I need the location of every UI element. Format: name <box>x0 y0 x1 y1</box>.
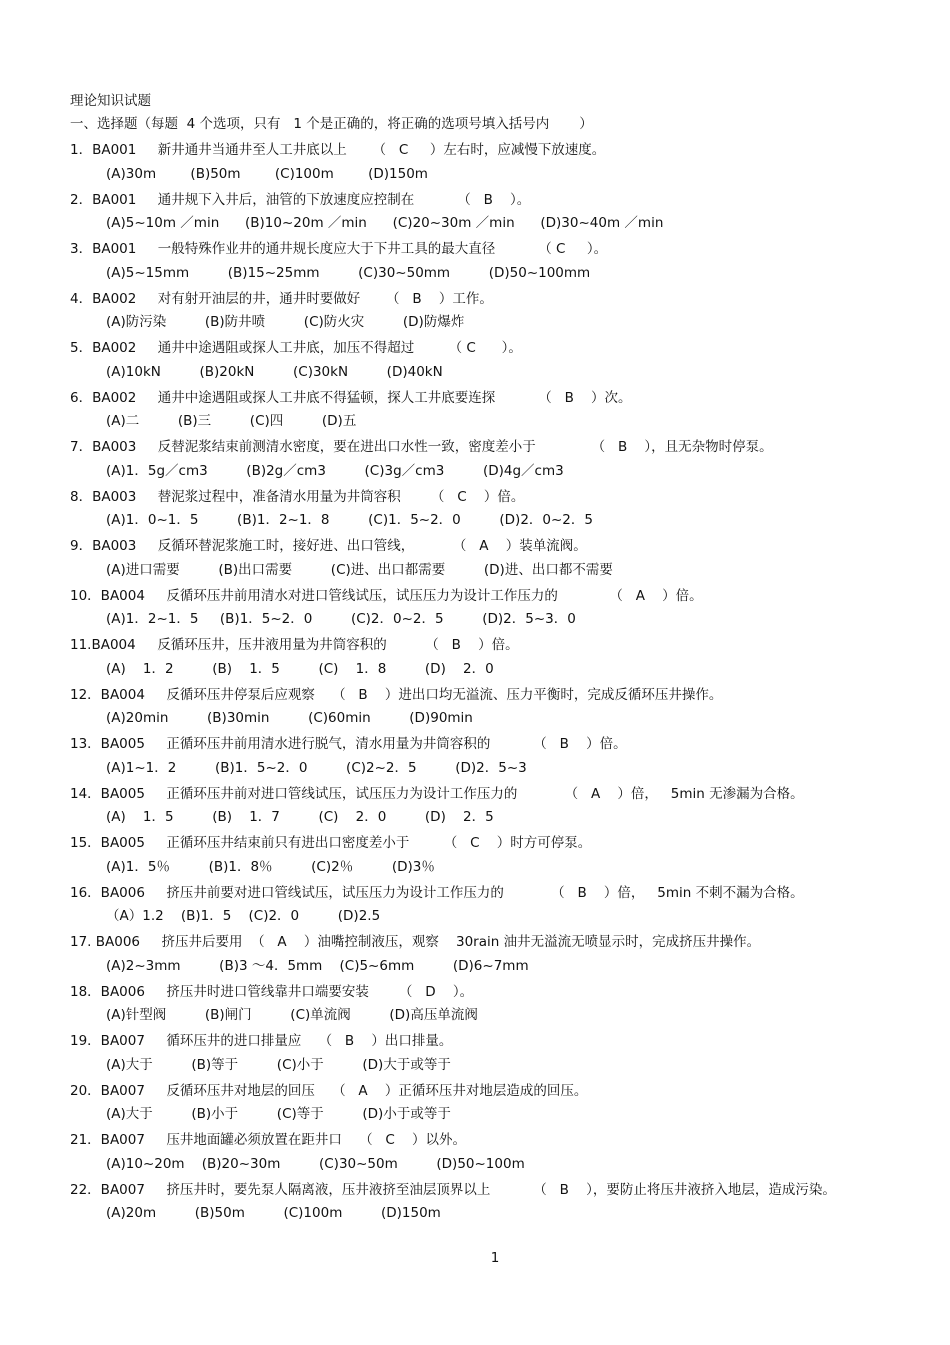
question-item <box>70 1128 910 1178</box>
question-options: (A) 1．2 (B) 1．5 (C) 1．8 (D) 2．0 <box>106 660 494 677</box>
question-item <box>70 980 910 1030</box>
question-item <box>70 534 910 584</box>
question-options: (A)20min (B)30min (C)60min (D)90min <box>106 710 473 726</box>
question-item <box>70 336 910 386</box>
question-item <box>70 1029 910 1079</box>
question-options: (A)30m (B)50m (C)100m (D)150m <box>106 165 428 182</box>
question-item <box>70 584 910 634</box>
question-stem: 18．BA006 挤压井时进口管线靠井口端要安装 （ D ）。 <box>70 983 474 1000</box>
question-stem: 10．BA004 反循环压井前用清水对进口管线试压，试压压力为设计工作压力的 （ A ）倍。 <box>70 587 703 604</box>
question-options: (A)1．0~1．5 (B)1．2~1．8 (C)1．5~2．0 (D)2．0~2．5 <box>106 512 593 528</box>
question-stem: 13．BA005 正循环压井前用清水进行脱气，清水用量为井筒容积的 （ B ）倍。 <box>70 736 627 752</box>
question-options: (A)5~10m ／min (B)10~20m ／min (C)20~30m ／min (D)30~40m ／min <box>106 215 664 231</box>
question-item <box>70 188 910 238</box>
question-stem: 15．BA005 正循环压井结束前只有进出口密度差小于 （ C ）时方可停泵。 <box>70 835 592 851</box>
question-item <box>70 930 910 980</box>
question-item <box>70 435 910 485</box>
question-item <box>70 386 910 436</box>
question-stem: 11.BA004 反循环压井，压井液用量为井筒容积的 （ B ）倍。 <box>70 637 519 653</box>
question-stem: 14．BA005 正循环压井前对进口管线试压，试压压力为设计工作压力的 （ A ）倍， 5min 无渗漏为合格。 <box>70 785 804 802</box>
question-options: (A) 1．5 (B) 1．7 (C) 2．0 (D) 2．5 <box>106 809 494 825</box>
question-options: (A)防污染 (B)防井喷 (C)防火灾 (D)防爆炸 <box>106 314 465 330</box>
question-stem: 4．BA002 对有射开油层的井，通井时要做好 （ B ）工作。 <box>70 290 493 307</box>
question-options: (A)1．5％ (B)1．8％ (C)2％ (D)3％ <box>106 858 435 875</box>
doc-title: 理论知识试题 <box>70 93 151 109</box>
question-stem: 3．BA001 一般特殊作业井的通井规长度应大于下井工具的最大直径 （ C ）。 <box>70 241 608 257</box>
question-stem: 22．BA007 挤压井时，要先泵人隔离液，压井液挤至油层顶界以上 （ B ），要防止将压井液挤入地层，造成污染。 <box>70 1181 836 1198</box>
question-options: (A)大于 (B)等于 (C)小于 (D)大于或等于 <box>106 1056 451 1073</box>
question-item <box>70 485 910 535</box>
question-options: (A)1．2~1．5 (B)1．5~2．0 (C)2．0~2．5 (D)2．5~3．0 <box>106 611 576 627</box>
question-item <box>70 1178 910 1228</box>
question-stem: 16．BA006 挤压井前要对进口管线试压，试压压力为设计工作压力的 （ B ）倍， 5min 不刺不漏为合格。 <box>70 884 804 901</box>
section-instructions: 一、选择题（每题 4 个选项，只有 1 个是正确的，将正确的选项号填入括号内 ） <box>70 116 593 132</box>
question-stem: 5．BA002 通井中途遇阻或探人工井底，加压不得超过 （ C ）。 <box>70 340 522 356</box>
question-stem: 20．BA007 反循环压井对地层的回压 （ A ）正循环压井对地层造成的回压。 <box>70 1082 588 1099</box>
question-options: (A)1．5g／cm3 (B)2g／cm3 (C)3g／cm3 (D)4g／cm3 <box>106 462 564 479</box>
question-item <box>70 683 910 733</box>
question-list <box>70 138 910 1227</box>
question-item <box>70 633 910 683</box>
question-item <box>70 782 910 832</box>
question-item <box>70 138 910 188</box>
question-item <box>70 1079 910 1129</box>
question-options: (A)大于 (B)小于 (C)等于 (D)小于或等于 <box>106 1106 451 1122</box>
question-options: （A）1.2 (B)1．5 (C)2．0 (D)2.5 <box>106 908 381 924</box>
question-item <box>70 831 910 881</box>
question-stem: 9．BA003 反循环替泥浆施工时，接好进、出口管线， （ A ）装单流阀。 <box>70 538 587 554</box>
question-options: (A)进口需要 (B)出口需要 (C)进、出口都需要 (D)进、出口都不需要 <box>106 561 613 578</box>
question-stem: 2．BA001 通井规下入井后，油管的下放速度应控制在 （ B ）。 <box>70 191 531 208</box>
exam-page <box>70 90 910 1227</box>
question-options: (A)1~1．2 (B)1．5~2．0 (C)2~2．5 (D)2．5~3 <box>106 759 527 776</box>
question-stem: 7．BA003 反替泥浆结束前测清水密度，要在进出口水性一致，密度差小于 （ B ），且无杂物时停泵。 <box>70 439 773 455</box>
question-options: (A)5~15mm (B)15~25mm (C)30~50mm (D)50~100mm <box>106 264 591 281</box>
question-options: (A)20m (B)50m (C)100m (D)150m <box>106 1205 441 1221</box>
question-options: (A)二 (B)三 (C)四 (D)五 <box>106 413 357 429</box>
question-item <box>70 237 910 287</box>
question-options: (A)10kN (B)20kN (C)30kN (D)40kN <box>106 363 443 380</box>
question-stem: 21．BA007 压井地面罐必须放置在距井口 （ C ）以外。 <box>70 1132 467 1148</box>
question-options: (A)10~20m (B)20~30m (C)30~50m (D)50~100m <box>106 1155 525 1172</box>
question-stem: 17. BA006 挤压井后要用 （ A ）油嘴控制液压，观察 30rain 油井无溢流无喷显示时，完成挤压井操作。 <box>70 934 761 950</box>
question-item <box>70 732 910 782</box>
question-stem: 12．BA004 反循环压井停泵后应观察 （ B ）进出口均无溢流、压力平衡时，完成反循环压井操作。 <box>70 686 723 703</box>
question-options: (A)针型阀 (B)闸门 (C)单流阀 (D)高压单流阀 <box>106 1007 478 1023</box>
page-number: 1 <box>490 1250 500 1266</box>
question-options: (A)2~3mm (B)3 ～4．5mm (C)5~6mm (D)6~7mm <box>106 957 529 974</box>
question-item <box>70 287 910 337</box>
question-item <box>70 881 910 931</box>
question-stem: 6．BA002 通井中途遇阻或探人工井底不得猛顿，探人工井底要连探 （ B ）次。 <box>70 389 632 406</box>
question-stem: 8．BA003 替泥浆过程中，准备清水用量为井筒容积 （ C ）倍。 <box>70 488 525 505</box>
question-stem: 1．BA001 新井通井当通井至人工井底以上 （ C ）左右时，应减慢下放速度。 <box>70 142 606 158</box>
question-stem: 19．BA007 循环压井的进口排量应 （ B ）出口排量。 <box>70 1033 453 1049</box>
